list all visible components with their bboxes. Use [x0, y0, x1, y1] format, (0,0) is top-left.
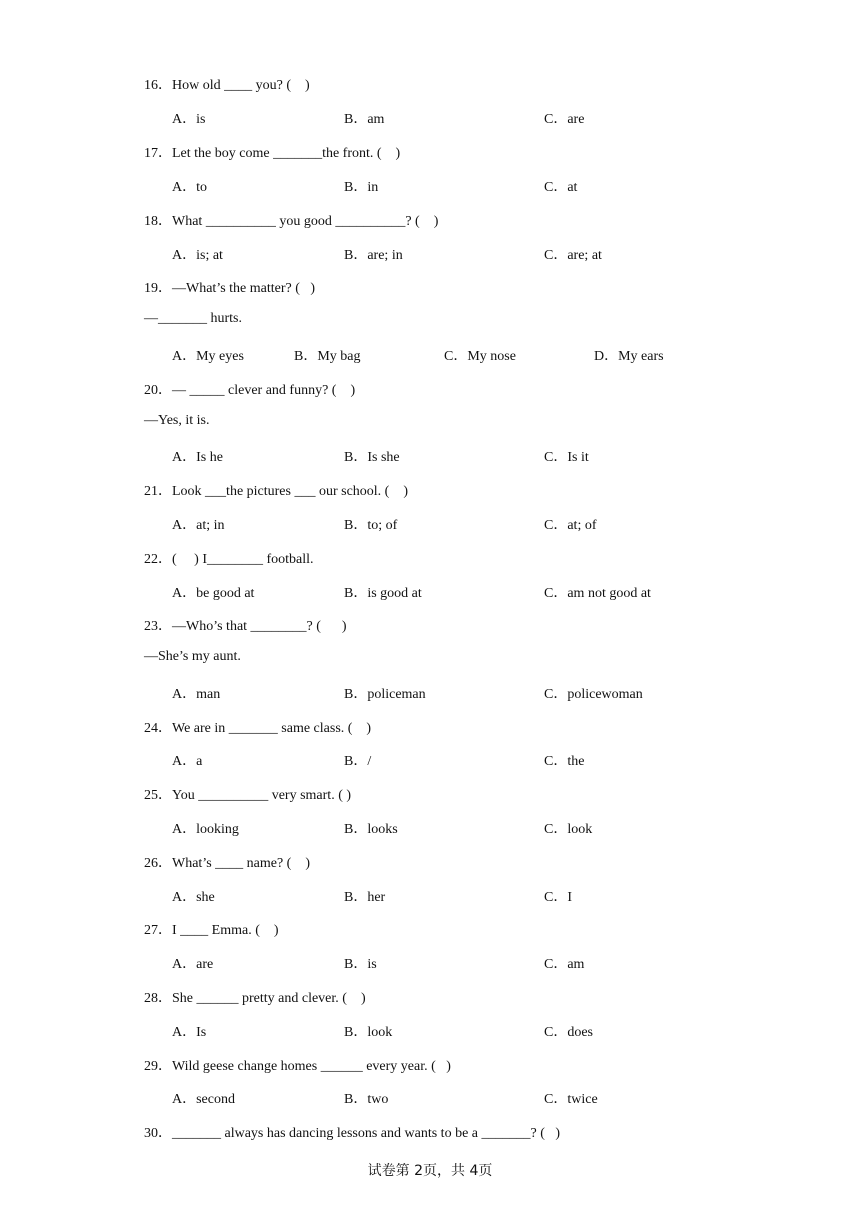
- question-24: 24．We are in _______ same class. ( ): [144, 721, 372, 736]
- option-22-b: B．is good at: [344, 586, 422, 601]
- question-23: 23．—Who’s that ________? ( ): [144, 619, 347, 634]
- question-18: 18．What __________ you good __________? ( ): [144, 214, 439, 229]
- option-17-b: B．in: [344, 180, 379, 195]
- option-18-c: C．are; at: [544, 248, 602, 263]
- option-24-a: A．a: [172, 754, 203, 769]
- question-21: 21．Look ___the pictures ___ our school. ( ): [144, 484, 409, 499]
- option-21-c: C．at; of: [544, 518, 597, 533]
- option-16-c: C．are: [544, 112, 585, 127]
- reply-20: —Yes, it is.: [144, 413, 210, 428]
- option-19-b: B．My bag: [294, 349, 361, 364]
- question-16: 16．How old ____ you? ( ): [144, 78, 310, 93]
- option-16-a: A．is: [172, 112, 206, 127]
- option-19-d: D．My ears: [594, 349, 664, 364]
- option-24-c: C．the: [544, 754, 585, 769]
- option-22-c: C．am not good at: [544, 586, 651, 601]
- option-17-c: C．at: [544, 180, 578, 195]
- option-18-b: B．are; in: [344, 248, 403, 263]
- option-27-c: C．am: [544, 957, 585, 972]
- option-24-b: B．/: [344, 754, 372, 769]
- option-28-c: C．does: [544, 1025, 593, 1040]
- question-26: 26．What’s ____ name? ( ): [144, 856, 311, 871]
- question-17: 17．Let the boy come _______the front. ( ): [144, 146, 401, 161]
- question-29: 29．Wild geese change homes ______ every year. ( ): [144, 1059, 451, 1074]
- option-29-a: A．second: [172, 1092, 235, 1107]
- question-30: 30．_______ always has dancing lessons and wants to be a _______? ( ): [144, 1126, 561, 1141]
- option-19-a: A．My eyes: [172, 349, 244, 364]
- option-16-b: B．am: [344, 112, 385, 127]
- option-22-a: A．be good at: [172, 586, 255, 601]
- option-26-c: C．I: [544, 890, 572, 905]
- question-27: 27．I ____ Emma. ( ): [144, 923, 279, 938]
- reply-23: —She’s my aunt.: [144, 649, 241, 664]
- option-21-b: B．to; of: [344, 518, 398, 533]
- option-23-b: B．policeman: [344, 687, 426, 702]
- question-22: 22．( ) I________ football.: [144, 552, 314, 567]
- option-25-c: C．look: [544, 822, 593, 837]
- option-21-a: A．at; in: [172, 518, 225, 533]
- question-19: 19．—What’s the matter? ( ): [144, 281, 316, 296]
- option-29-b: B．two: [344, 1092, 389, 1107]
- option-25-b: B．looks: [344, 822, 398, 837]
- option-26-b: B．her: [344, 890, 386, 905]
- question-28: 28．She ______ pretty and clever. ( ): [144, 991, 366, 1006]
- reply-19: —_______ hurts.: [144, 311, 242, 326]
- page-footer: 试卷第 2页，共 4页: [367, 1163, 493, 1179]
- option-18-a: A．is; at: [172, 248, 223, 263]
- option-17-a: A．to: [172, 180, 207, 195]
- option-28-b: B．look: [344, 1025, 393, 1040]
- option-27-b: B．is: [344, 957, 377, 972]
- option-27-a: A．are: [172, 957, 214, 972]
- option-23-a: A．man: [172, 687, 221, 702]
- option-19-c: C．My nose: [444, 349, 516, 364]
- option-20-c: C．Is it: [544, 450, 589, 465]
- question-20: 20．— _____ clever and funny? ( ): [144, 383, 356, 398]
- option-23-c: C．policewoman: [544, 687, 643, 702]
- option-26-a: A．she: [172, 890, 215, 905]
- option-28-a: A．Is: [172, 1025, 207, 1040]
- option-25-a: A．looking: [172, 822, 239, 837]
- question-25: 25．You __________ very smart. ( ): [144, 788, 352, 803]
- option-20-b: B．Is she: [344, 450, 400, 465]
- option-20-a: A．Is he: [172, 450, 223, 465]
- option-29-c: C．twice: [544, 1092, 598, 1107]
